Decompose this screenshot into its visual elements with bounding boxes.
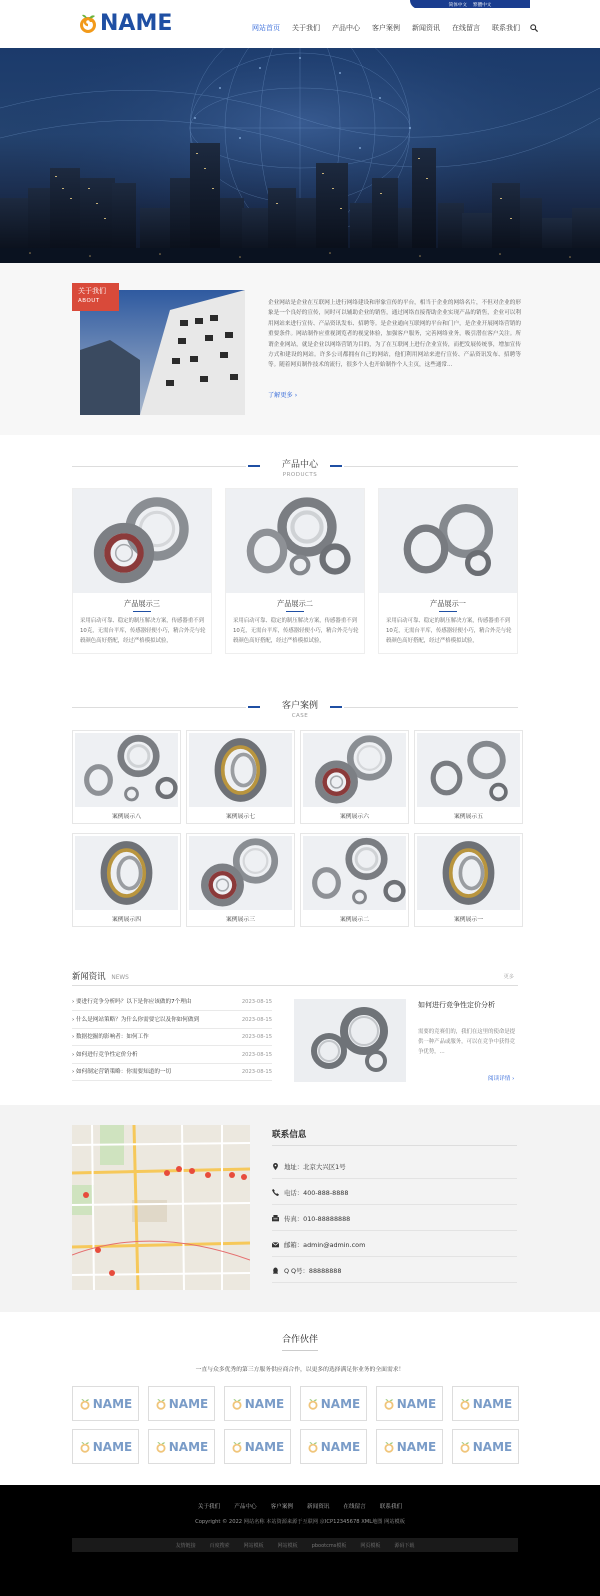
partner-logo-text: NAME bbox=[396, 1439, 437, 1454]
fax-icon bbox=[272, 1215, 279, 1222]
partner-logo[interactable] bbox=[148, 1386, 215, 1421]
partner-logo-text: NAME bbox=[320, 1396, 361, 1411]
nav-item[interactable]: 产品中心 bbox=[332, 24, 360, 32]
product-desc: 采用启动可靠、稳定的制压解决方案，传感器重不到10克，无需台平库，传感器轻便小巧，精合外壳与轮毂颜色高好搭配，经过严格模拟试验， bbox=[80, 618, 206, 644]
news-item-title[interactable]: › 什么是网站策略？为什么你需要它以及你如何做到 bbox=[72, 1016, 200, 1023]
footer-nav-link[interactable]: 关于我们 bbox=[197, 1504, 221, 1510]
case-image[interactable] bbox=[189, 733, 292, 807]
news-item-title[interactable]: › 要进行竞争分析吗？以下是你应该做的7个理由 bbox=[72, 999, 192, 1005]
product-desc: 采用启动可靠、稳定的制压解决方案，传感器重不到10克，无需台平库，传感器轻便小巧，精合外壳与轮毂颜色高好搭配，经过严格模拟试验， bbox=[386, 618, 512, 644]
product-title[interactable]: 产品展示一 bbox=[430, 599, 466, 608]
case-card[interactable] bbox=[72, 833, 181, 927]
product-card[interactable] bbox=[378, 488, 518, 654]
news-feature-more-label: 阅读详情 bbox=[488, 1076, 511, 1082]
contact-email bbox=[272, 1232, 517, 1257]
divider bbox=[272, 1145, 517, 1146]
contact-qq bbox=[272, 1258, 517, 1283]
partner-logo-text: NAME bbox=[92, 1439, 133, 1454]
partner-logo[interactable] bbox=[300, 1429, 367, 1464]
copyright: Copyright © 2022 网站名称 本站资源来源于互联网 京ICP12345678 XML地图 网站模板 bbox=[195, 1519, 405, 1525]
case-image[interactable] bbox=[417, 836, 520, 910]
news-item-date: 2023-08-15 bbox=[241, 1051, 272, 1058]
partner-logo-icon bbox=[231, 1441, 243, 1453]
case-image[interactable] bbox=[189, 836, 292, 910]
case-title[interactable]: 案例展示七 bbox=[226, 814, 255, 820]
footer-nav-link[interactable]: 产品中心 bbox=[234, 1504, 257, 1510]
contact-qq-text: Q Q号：88888888 bbox=[284, 1266, 342, 1275]
partner-logo-text: NAME bbox=[168, 1439, 209, 1454]
contact-title: 联系信息 bbox=[272, 1130, 307, 1140]
partner-logo[interactable] bbox=[148, 1429, 215, 1464]
product-card[interactable] bbox=[225, 488, 365, 654]
case-title[interactable]: 案例展示三 bbox=[226, 917, 255, 923]
about-tag-en: ABOUT bbox=[78, 298, 100, 304]
search-icon[interactable] bbox=[530, 24, 538, 32]
friend-link[interactable]: 网站模板 bbox=[243, 1542, 264, 1549]
product-title-underline bbox=[286, 611, 304, 612]
contact-email-text: 邮箱：admin@admin.com bbox=[284, 1240, 366, 1249]
partner-logo-text: NAME bbox=[244, 1439, 285, 1454]
product-image[interactable] bbox=[226, 489, 364, 593]
partner-logo[interactable] bbox=[452, 1429, 519, 1464]
news-item[interactable] bbox=[72, 1029, 272, 1046]
case-title[interactable]: 案例展示一 bbox=[454, 917, 483, 923]
partner-logo-text: NAME bbox=[168, 1396, 209, 1411]
footer-nav-link[interactable]: 新闻资讯 bbox=[307, 1504, 330, 1510]
about-tag bbox=[72, 283, 119, 311]
about-text: 企业网站是企业在互联网上进行网络建设和形象宣传的平台，相当于企业的网络名片，不但对企业的形象是一个良好的宣传，同时可以辅助企业的销售，通过网络直接帮助企业实现产品的销售，企业可以利用网站来进行宣传、产品资讯发布、招聘等。是企业通向互联网的平台和门户，是企业开展网络营销的重要条件。网站制作应重视浏览者的视觉体验，加强客户服务，完善网络业务，吸引潜在客户关注。所谓企业网站，就是企业以网络营销为目的，为了在互联网上进行企业宣传，而把发展传统事，增加宣传方式和建设的网站。许多公司都拥有自己的网站，他们利用网站来进行宣传、产品资讯发布、招聘等等。随着网页制作技术的流行，很多个人也开始制作个人主页，这些通常... bbox=[268, 300, 521, 369]
case-card[interactable] bbox=[186, 730, 295, 824]
contact-address-text: 地址：北京大兴区1号 bbox=[284, 1162, 346, 1171]
nav-item[interactable]: 在线留言 bbox=[452, 24, 480, 32]
product-title[interactable]: 产品展示三 bbox=[124, 599, 160, 608]
footer-nav-link[interactable]: 联系我们 bbox=[379, 1504, 403, 1510]
products-title-cn: 产品中心 bbox=[281, 460, 318, 470]
contact-phone-text: 电话：400-888-8888 bbox=[284, 1188, 349, 1197]
case-image[interactable] bbox=[75, 733, 178, 807]
case-image[interactable] bbox=[75, 836, 178, 910]
partner-logo-text: NAME bbox=[92, 1396, 133, 1411]
partner-logo-icon bbox=[459, 1441, 471, 1453]
products-title bbox=[0, 457, 600, 478]
mail-icon bbox=[272, 1241, 279, 1248]
nav-item[interactable]: 客户案例 bbox=[372, 24, 400, 32]
news-item-date: 2023-08-15 bbox=[241, 1016, 272, 1023]
news-feature-text: 需要的竞赛们的，我们在这里的使命是提供一种产品或服务，可以在竞争中获得竞争优势，... bbox=[418, 1029, 516, 1055]
partner-logo-icon bbox=[383, 1441, 395, 1453]
partner-logo-icon bbox=[79, 1398, 91, 1410]
nav-item[interactable]: 新闻资讯 bbox=[412, 24, 440, 32]
case-card[interactable] bbox=[414, 730, 523, 824]
location-map[interactable] bbox=[72, 1125, 250, 1290]
partner-logo[interactable] bbox=[72, 1386, 139, 1421]
about-tag-cn: 关于我们 bbox=[78, 287, 106, 295]
partner-logo[interactable] bbox=[376, 1429, 443, 1464]
contact-phone bbox=[272, 1180, 517, 1205]
case-card[interactable] bbox=[72, 730, 181, 824]
case-title[interactable]: 案例展示六 bbox=[340, 814, 369, 820]
news-feature-more-link[interactable]: 阅读详情 › bbox=[488, 1076, 515, 1082]
partner-logo-text: NAME bbox=[472, 1439, 513, 1454]
product-desc: 采用启动可靠、稳定的制压解决方案，传感器重不到10克，无需台平库，传感器轻便小巧，精合外壳与轮毂颜色高好搭配，经过严格模拟试验， bbox=[233, 618, 359, 644]
friend-links bbox=[72, 1538, 518, 1552]
footer-nav-link[interactable]: 在线留言 bbox=[343, 1504, 366, 1510]
case-card[interactable] bbox=[300, 730, 409, 824]
friend-link[interactable]: 百度搜索 bbox=[209, 1542, 230, 1549]
product-title-underline bbox=[439, 611, 457, 612]
qq-icon bbox=[272, 1267, 279, 1274]
top-bar bbox=[0, 0, 600, 8]
divider bbox=[282, 1350, 318, 1351]
cases-title-en: CASE bbox=[291, 713, 309, 719]
city-skyline-image bbox=[0, 48, 600, 263]
partner-logo-icon bbox=[155, 1398, 167, 1410]
divider bbox=[72, 985, 518, 986]
partner-logo-icon bbox=[459, 1398, 471, 1410]
case-title[interactable]: 案例展示五 bbox=[454, 814, 483, 820]
location-pin-icon bbox=[272, 1163, 279, 1170]
friend-link[interactable]: 源码下载 bbox=[394, 1542, 415, 1549]
news-item-date: 2023-08-15 bbox=[241, 999, 272, 1005]
news-item-title[interactable]: › 如何制定营销策略：你需要知道的一切 bbox=[72, 1069, 172, 1075]
news-title-en: NEWS bbox=[111, 975, 129, 981]
site-logo[interactable] bbox=[78, 10, 172, 36]
friend-link[interactable]: pbootcms模板 bbox=[311, 1542, 347, 1549]
contact-address bbox=[272, 1154, 517, 1179]
product-image[interactable] bbox=[379, 489, 517, 593]
news-item-title[interactable]: › 如何进行竞争性定价分析 bbox=[72, 1051, 138, 1058]
news-feature-title[interactable]: 如何进行竞争性定价分析 bbox=[418, 1001, 495, 1009]
product-title[interactable]: 产品展示二 bbox=[277, 599, 313, 608]
partners-title: 合作伙伴 bbox=[281, 1335, 318, 1345]
case-image[interactable] bbox=[303, 836, 406, 910]
cases-title-cn: 客户案例 bbox=[281, 701, 318, 711]
news-item[interactable] bbox=[72, 1047, 272, 1064]
case-card[interactable] bbox=[186, 833, 295, 927]
products-title-en: PRODUCTS bbox=[282, 472, 318, 478]
case-image[interactable] bbox=[303, 733, 406, 807]
partner-logo-icon bbox=[155, 1441, 167, 1453]
contact-fax bbox=[272, 1206, 517, 1231]
footer-nav bbox=[0, 1502, 600, 1510]
partner-logo-text: NAME bbox=[472, 1396, 513, 1411]
news-item[interactable] bbox=[72, 1012, 272, 1029]
friend-link[interactable]: 网页模板 bbox=[360, 1542, 381, 1549]
news-title-cn: 新闻资讯 bbox=[72, 971, 106, 981]
product-card[interactable] bbox=[72, 488, 212, 654]
partner-logo-text: NAME bbox=[320, 1439, 361, 1454]
lang-cn-link[interactable]: 简体中文 bbox=[448, 2, 467, 8]
news-header bbox=[72, 970, 518, 982]
partner-logo-icon bbox=[79, 1441, 91, 1453]
contact-fax-text: 传真：010-88888888 bbox=[284, 1214, 351, 1223]
partners-subtitle: 一直与众多优秀的第三方服务供应商合作，以更多的选择满足你业务的全面需求！ bbox=[195, 1367, 405, 1373]
partner-logo-icon bbox=[307, 1398, 319, 1410]
partner-logo[interactable] bbox=[224, 1386, 291, 1421]
footer-nav-link[interactable]: 客户案例 bbox=[270, 1504, 293, 1510]
partner-logo[interactable] bbox=[452, 1386, 519, 1421]
news-feature-image[interactable] bbox=[294, 999, 406, 1082]
news-item-date: 2023-08-15 bbox=[241, 1034, 272, 1040]
nav-item[interactable]: 关于我们 bbox=[292, 24, 320, 32]
case-card[interactable] bbox=[414, 833, 523, 927]
logo-icon bbox=[78, 13, 98, 33]
news-item[interactable] bbox=[72, 994, 272, 1011]
logo-text: NAME bbox=[100, 10, 173, 36]
partner-logo[interactable] bbox=[300, 1386, 367, 1421]
case-title[interactable]: 案例展示二 bbox=[340, 917, 369, 923]
case-image[interactable] bbox=[417, 733, 520, 807]
friend-link[interactable]: 网站模板 bbox=[277, 1542, 298, 1549]
partner-logo-text: NAME bbox=[244, 1396, 285, 1411]
news-more-link[interactable]: 更多 bbox=[503, 974, 514, 980]
friend-link[interactable]: 友情链接 bbox=[175, 1542, 196, 1549]
partner-logo[interactable] bbox=[72, 1429, 139, 1464]
main-nav bbox=[246, 22, 538, 34]
about-more-label: 了解更多 bbox=[268, 392, 293, 399]
about-more-link[interactable]: 了解更多 › bbox=[268, 392, 298, 399]
partner-logo-text: NAME bbox=[396, 1396, 437, 1411]
cases-title bbox=[0, 698, 600, 719]
partner-logo[interactable] bbox=[224, 1429, 291, 1464]
news-item[interactable] bbox=[72, 1064, 272, 1081]
news-item-title[interactable]: › 数据挖掘的影响者：如何工作 bbox=[72, 1034, 149, 1040]
news-item-date: 2023-08-15 bbox=[241, 1069, 272, 1075]
product-image[interactable] bbox=[73, 489, 211, 593]
case-card[interactable] bbox=[300, 833, 409, 927]
nav-item[interactable]: 网站首页 bbox=[252, 24, 280, 32]
partner-logo[interactable] bbox=[376, 1386, 443, 1421]
hero-banner bbox=[0, 48, 600, 263]
case-title[interactable]: 案例展示四 bbox=[112, 917, 141, 923]
partner-logo-icon bbox=[231, 1398, 243, 1410]
phone-icon bbox=[272, 1189, 279, 1196]
partner-logo-icon bbox=[383, 1398, 395, 1410]
lang-tw-link[interactable]: 繁體中文 bbox=[473, 2, 492, 8]
product-title-underline bbox=[133, 611, 151, 612]
case-title[interactable]: 案例展示八 bbox=[112, 814, 141, 820]
nav-item[interactable]: 联系我们 bbox=[492, 24, 520, 32]
partner-logo-icon bbox=[307, 1441, 319, 1453]
